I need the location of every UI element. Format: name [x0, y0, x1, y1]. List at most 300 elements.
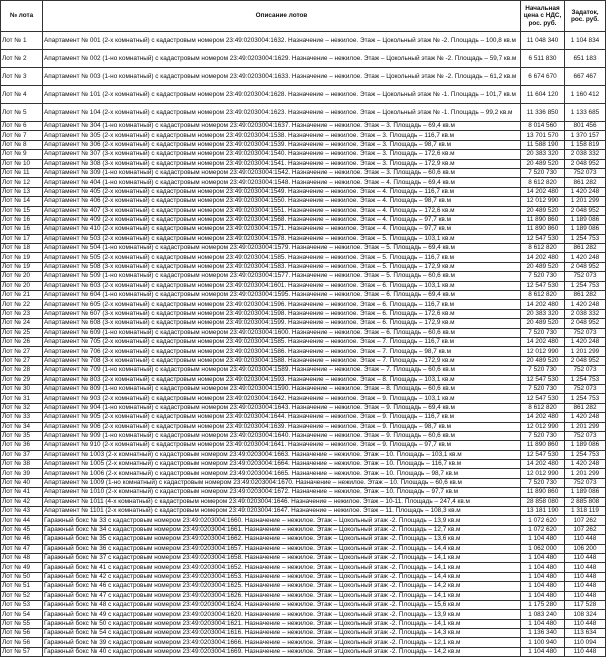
- price-cell: 1 083 240: [521, 610, 565, 619]
- description-cell: Апартамент № 504 (1-но комнатный) с кадастровым номером 23:49:0203004:1579. Назначение – нежилое. Этаж – 5. Площадь – 69,4 кв.м: [43, 244, 521, 253]
- price-cell: 14 202 480: [521, 300, 565, 309]
- table-row: [1, 413, 606, 422]
- header-lot-number: № лота: [1, 1, 43, 32]
- price-cell: 12 012 990: [521, 197, 565, 206]
- table-row: [1, 384, 606, 393]
- description-cell: Апартамент № 708 (3-х комнатный) с кадастровым номером 23:49:0203004:1588. Назначение – нежилое. Этаж – 7. Площадь – 172,9 кв.м: [43, 356, 521, 365]
- description-cell: Апартамент № 503 (2-х комнатный) с кадастровым номером 23:49:0203004:1578. Назначение – нежилое. Этаж – 5. Площадь – 103,1 кв.м: [43, 234, 521, 243]
- description-cell: Апартамент № 003 (1-но комнатный) с кадастровым номером 23:49:0203004:1633. Назначение – нежилое. Этаж – Цокольный этаж № -2. Площадь – 61,2 кв.м: [43, 68, 521, 86]
- deposit-cell: 861 282: [565, 291, 606, 300]
- deposit-cell: 861 282: [565, 403, 606, 412]
- description-cell: Апартамент № 307 (3-х комнатный) с кадастровым номером 23:49:0203004:1540. Назначение – нежилое. Этаж – 3. Площадь – 172,6 кв.м: [43, 150, 521, 159]
- deposit-cell: 1 254 753: [565, 450, 606, 459]
- table-row: [1, 422, 606, 431]
- lot-cell: Лот № 27: [1, 356, 43, 365]
- description-cell: Апартамент № 910 (2-х комнатный) с кадастровым номером 23:49:0203004:1641. Назначение – нежилое. Этаж – 9. Площадь – 97,7 кв.м: [43, 441, 521, 450]
- price-cell: 28 858 080: [521, 497, 565, 506]
- price-cell: 1 104 480: [521, 553, 565, 562]
- deposit-cell: 110 448: [565, 582, 606, 591]
- deposit-cell: 2 048 952: [565, 319, 606, 328]
- deposit-cell: 1 420 248: [565, 413, 606, 422]
- description-cell: Апартамент № 308 (3-х комнатный) с кадастровым номером 23:49:0203004:1541. Назначение – нежилое. Этаж – 3. Площадь – 172,9 кв.м: [43, 159, 521, 168]
- deposit-cell: 1 104 834: [565, 32, 606, 50]
- price-cell: 8 612 820: [521, 291, 565, 300]
- table-row: [1, 328, 606, 337]
- deposit-cell: 1 133 685: [565, 104, 606, 122]
- lot-cell: Лот № 57: [1, 647, 43, 656]
- table-row: [1, 647, 606, 656]
- table-row: [1, 50, 606, 68]
- description-cell: Апартамент № 1010 (2-х комнатный) с кадастровым номером 23:49:0203004:1672. Назначение – нежилое. Этаж – 10. Площадь – 97,7 кв.м: [43, 488, 521, 497]
- deposit-cell: 651 183: [565, 50, 606, 68]
- table-row: [1, 140, 606, 149]
- deposit-cell: 1 201 299: [565, 197, 606, 206]
- description-cell: Гаражный бокс № 37 с кадастровым номером 23:49:0203004:1658. Назначение – нежилое. Этаж – Цокольный этаж -2. Площадь – 14,1 кв.м: [43, 553, 521, 562]
- description-cell: Апартамент № 505 (2-х комнатный) с кадастровым номером 23:49:0203004:1585. Назначение – нежилое. Этаж – 5. Площадь – 116,7 кв.м: [43, 253, 521, 262]
- deposit-cell: 110 448: [565, 572, 606, 581]
- price-cell: 13 181 190: [521, 507, 565, 516]
- deposit-cell: 106 200: [565, 544, 606, 553]
- description-cell: Апартамент № 1005 (2-х комнатный) с кадастровым номером 23:49:0203004:1664. Назначение – нежилое. Этаж – 10. Площадь – 116,7 кв.м: [43, 460, 521, 469]
- table-row: [1, 431, 606, 440]
- price-cell: 14 202 480: [521, 253, 565, 262]
- deposit-cell: 1 420 248: [565, 300, 606, 309]
- table-row: [1, 366, 606, 375]
- price-cell: 11 048 340: [521, 32, 565, 50]
- deposit-cell: 110 448: [565, 553, 606, 562]
- lot-cell: Лот № 47: [1, 544, 43, 553]
- description-cell: Апартамент № 903 (2-х комнатный) с кадастровым номером 23:49:0203004:1642. Назначение – нежилое. Этаж – 9. Площадь – 103,1 кв.м: [43, 394, 521, 403]
- deposit-cell: 2 048 952: [565, 356, 606, 365]
- deposit-cell: 1 160 412: [565, 86, 606, 104]
- table-row: [1, 319, 606, 328]
- header-description: Описание лотов: [43, 1, 521, 32]
- description-cell: Апартамент № 001 (2-х комнатный) с кадастровым номером 23:49:0203004:1632. Назначение – нежилое. Этаж – Цокольный этаж № -2. Площадь – 100,8 кв.м: [43, 32, 521, 50]
- lot-cell: Лот № 44: [1, 516, 43, 525]
- deposit-cell: 1 189 086: [565, 225, 606, 234]
- price-cell: 20 489 520: [521, 262, 565, 271]
- table-row: [1, 281, 606, 290]
- deposit-cell: 1 420 248: [565, 337, 606, 346]
- price-cell: 12 547 530: [521, 375, 565, 384]
- deposit-cell: 1 370 157: [565, 131, 606, 140]
- deposit-cell: 110 448: [565, 647, 606, 656]
- description-cell: Апартамент № 909 (1-но комнатный) с кадастровым номером 23:49:0203004:1640. Назначение – нежилое. Этаж – 9. Площадь – 60,6 кв.м: [43, 431, 521, 440]
- deposit-cell: 110 448: [565, 535, 606, 544]
- description-cell: Гаражный бокс № 48 с кадастровым номером 23:49:0203004:1624. Назначение – нежилое. Этаж – Цокольный этаж -2. Площадь – 15,6 кв.м: [43, 600, 521, 609]
- lot-cell: Лот № 16: [1, 215, 43, 224]
- deposit-cell: 2 048 952: [565, 159, 606, 168]
- description-cell: Апартамент № 1003 (2-х комнатный) с кадастровым номером 23:49:0203004:1663. Назначение – нежилое. Этаж – 10. Площадь – 103,1 кв.м: [43, 450, 521, 459]
- price-cell: 8 612 820: [521, 403, 565, 412]
- lot-cell: Лот № 1: [1, 32, 43, 50]
- lot-cell: Лот № 21: [1, 291, 43, 300]
- deposit-cell: 1 201 299: [565, 422, 606, 431]
- deposit-cell: 108 324: [565, 610, 606, 619]
- description-cell: Апартамент № 803 (2-х комнатный) с кадастровым номером 23:49:0203004:1593. Назначение – нежилое. Этаж – 8. Площадь – 103,1 кв.м: [43, 375, 521, 384]
- table-row: [1, 535, 606, 544]
- deposit-cell: 1 201 299: [565, 469, 606, 478]
- lot-cell: Лот № 3: [1, 68, 43, 86]
- table-header-row: [1, 1, 606, 32]
- description-cell: Апартамент № 607 (3-х комнатный) с кадастровым номером 23:49:0203004:1598. Назначение – нежилое. Этаж – 6. Площадь – 172,6 кв.м: [43, 309, 521, 318]
- description-cell: Гаражный бокс № 36 с кадастровым номером 23:49:0203004:1657. Назначение – нежилое. Этаж – Цокольный этаж -2. Площадь – 14,4 кв.м: [43, 544, 521, 553]
- price-cell: 11 890 860: [521, 225, 565, 234]
- table-row: [1, 159, 606, 168]
- description-cell: Апартамент № 002 (1-но комнатный) с кадастровым номером 23:49:0203004:1629. Назначение – нежилое. Этаж – Цокольный этаж № -2. Площадь – 59,7 кв.м: [43, 50, 521, 68]
- price-cell: 12 012 990: [521, 469, 565, 478]
- table-row: [1, 347, 606, 356]
- lot-cell: Лот № 23: [1, 309, 43, 318]
- table-row: [1, 629, 606, 638]
- price-cell: 6 674 670: [521, 68, 565, 86]
- lot-cell: Лот № 52: [1, 591, 43, 600]
- description-cell: Гаражный бокс № 46 с кадастровым номером 23:49:0203004:1625. Назначение – нежилое. Этаж – Цокольный этаж -2. Площадь – 14,2 кв.м: [43, 582, 521, 591]
- lot-cell: Лот № 17: [1, 234, 43, 243]
- lot-cell: Лот № 7: [1, 131, 43, 140]
- table-row: [1, 591, 606, 600]
- price-cell: 11 604 120: [521, 86, 565, 104]
- price-cell: 1 136 340: [521, 629, 565, 638]
- description-cell: Апартамент № 905 (2-х комнатный) с кадастровым номером 23:49:0203004:1644. Назначение – нежилое. Этаж – 9. Площадь – 116,7 кв.м: [43, 413, 521, 422]
- table-row: [1, 441, 606, 450]
- lot-cell: Лот № 39: [1, 469, 43, 478]
- table-row: [1, 32, 606, 50]
- deposit-cell: 752 073: [565, 328, 606, 337]
- lot-cell: Лот № 37: [1, 450, 43, 459]
- price-cell: 20 489 520: [521, 356, 565, 365]
- price-cell: 20 489 520: [521, 159, 565, 168]
- lot-cell: Лот № 48: [1, 553, 43, 562]
- table-row: [1, 356, 606, 365]
- deposit-cell: 801 456: [565, 122, 606, 131]
- table-row: [1, 309, 606, 318]
- lot-cell: Лот № 54: [1, 610, 43, 619]
- lot-cell: Лот № 11: [1, 168, 43, 177]
- lot-cell: Лот № 45: [1, 525, 43, 534]
- deposit-cell: 1 254 753: [565, 375, 606, 384]
- lot-cell: Лот № 53: [1, 600, 43, 609]
- lot-cell: Лот № 4: [1, 86, 43, 104]
- deposit-cell: 113 634: [565, 629, 606, 638]
- description-cell: Апартамент № 407 (3-х комнатный) с кадастровым номером 23:49:0203004:1551. Назначение – нежилое. Этаж – 4. Площадь – 172,6 кв.м: [43, 206, 521, 215]
- lot-cell: Лот № 42: [1, 497, 43, 506]
- lot-cell: Лот № 13: [1, 187, 43, 196]
- lot-cell: Лот № 51: [1, 582, 43, 591]
- price-cell: 7 520 730: [521, 328, 565, 337]
- lot-cell: Лот № 2: [1, 50, 43, 68]
- lot-cell: Лот № 18: [1, 244, 43, 253]
- price-cell: 11 890 860: [521, 215, 565, 224]
- description-cell: Гаражный бокс № 39 с кадастровым номером 23:49:0203004:1666. Назначение – нежилое. Этаж – Цокольный этаж -2. Площадь – 12,1 кв.м: [43, 638, 521, 647]
- lot-cell: Лот № 20: [1, 281, 43, 290]
- description-cell: Апартамент № 609 (1-но комнатный) с кадастровым номером 23:49:0203004:1600. Назначение – нежилое. Этаж – 6. Площадь – 60,6 кв.м: [43, 328, 521, 337]
- table-row: [1, 516, 606, 525]
- price-cell: 1 104 480: [521, 591, 565, 600]
- price-cell: 7 520 730: [521, 366, 565, 375]
- lot-cell: Лот № 38: [1, 460, 43, 469]
- description-cell: Апартамент № 309 (1-но комнатный) с кадастровым номером 23:49:0203004:1542. Назначение – нежилое. Этаж – 3. Площадь – 60,6 кв.м: [43, 168, 521, 177]
- description-cell: Апартамент № 405 (2-х комнатный) с кадастровым номером 23:49:0203004:1549. Назначение – нежилое. Этаж – 4. Площадь – 116,7 кв.м: [43, 187, 521, 196]
- description-cell: Гаражный бокс № 41 с кадастровым номером 23:49:0203004:1652. Назначение – нежилое. Этаж – Цокольный этаж -2. Площадь – 14,1 кв.м: [43, 563, 521, 572]
- lot-cell: Лот № 24: [1, 319, 43, 328]
- description-cell: Гаражный бокс № 54 с кадастровым номером 23:49:0203004:1616. Назначение – нежилое. Этаж – Цокольный этаж -2. Площадь – 14,3 кв.м: [43, 629, 521, 638]
- description-cell: Апартамент № 1011 (4-х комнатный) с кадастровым номером 23:49:0203004:1646. Назначение – нежилое. Этаж – 10-11. Площадь – 247,4 кв.м: [43, 497, 521, 506]
- table-row: [1, 375, 606, 384]
- price-cell: 1 104 480: [521, 619, 565, 628]
- description-cell: Апартамент № 608 (3-х комнатный) с кадастровым номером 23:49:0203004:1599. Назначение – нежилое. Этаж – 6. Площадь – 172,9 кв.м: [43, 319, 521, 328]
- lot-cell: Лот № 27: [1, 347, 43, 356]
- table-row: [1, 68, 606, 86]
- table-row: [1, 234, 606, 243]
- deposit-cell: 2 038 332: [565, 150, 606, 159]
- description-cell: Апартамент № 104 (2-х комнатный) с кадастровым номером 23:49:0203004:1623. Назначение – нежилое. Этаж – Цокольный этаж № -1. Площадь – 99,2 кв.м: [43, 104, 521, 122]
- description-cell: Апартамент № 604 (1-но комнатный) с кадастровым номером 23:49:0203004:1595. Назначение – нежилое. Этаж – 6. Площадь – 69,4 кв.м: [43, 291, 521, 300]
- lot-cell: Лот № 25: [1, 328, 43, 337]
- deposit-cell: 1 420 248: [565, 187, 606, 196]
- description-cell: Гаражный бокс № 49 с кадастровым номером 23:49:0203004:1620. Назначение – нежилое. Этаж – Цокольный этаж -2. Площадь – 13,9 кв.м: [43, 610, 521, 619]
- price-cell: 1 104 480: [521, 582, 565, 591]
- deposit-cell: 1 189 086: [565, 441, 606, 450]
- table-row: [1, 525, 606, 534]
- deposit-cell: 752 073: [565, 478, 606, 487]
- description-cell: Апартамент № 705 (2-х комнатный) с кадастровым номером 23:49:0203004:1585. Назначение – нежилое. Этаж – 7. Площадь – 116,7 кв.м: [43, 337, 521, 346]
- deposit-cell: 110 448: [565, 619, 606, 628]
- table-row: [1, 122, 606, 131]
- lot-cell: Лот № 20: [1, 272, 43, 281]
- header-deposit: Задаток, рос. руб.: [565, 1, 606, 32]
- deposit-cell: 1 420 248: [565, 460, 606, 469]
- table-row: [1, 225, 606, 234]
- description-cell: Апартамент № 508 (3-х комнатный) с кадастровым номером 23:49:0203004:1583. Назначение – нежилое. Этаж – 5. Площадь – 172,9 кв.м: [43, 262, 521, 271]
- lot-cell: Лот № 29: [1, 375, 43, 384]
- price-cell: 1 104 480: [521, 572, 565, 581]
- price-cell: 1 072 620: [521, 516, 565, 525]
- lot-cell: Лот № 19: [1, 253, 43, 262]
- price-cell: 13 701 570: [521, 131, 565, 140]
- table-row: [1, 178, 606, 187]
- description-cell: Гаражный бокс № 33 с кадастровым номером 23:49:0203004:1660. Назначение – нежилое. Этаж – Цокольный этаж -2. Площадь – 13,9 кв.м: [43, 516, 521, 525]
- table-row: [1, 131, 606, 140]
- deposit-cell: 1 254 753: [565, 234, 606, 243]
- table-row: [1, 337, 606, 346]
- table-row: [1, 291, 606, 300]
- price-cell: 12 012 990: [521, 422, 565, 431]
- price-cell: 8 612 820: [521, 244, 565, 253]
- table-row: [1, 86, 606, 104]
- description-cell: Апартамент № 706 (2-х комнатный) с кадастровым номером 23:49:0203004:1586. Назначение – нежилое. Этаж – 7. Площадь – 98,7 кв.м: [43, 347, 521, 356]
- price-cell: 11 336 850: [521, 104, 565, 122]
- deposit-cell: 1 318 119: [565, 507, 606, 516]
- deposit-cell: 107 262: [565, 525, 606, 534]
- table-row: [1, 150, 606, 159]
- description-cell: Апартамент № 809 (1-но комнатный) с кадастровым номером 23:49:0203004:1590. Назначение – нежилое. Этаж – 8. Площадь – 60,6 кв.м: [43, 384, 521, 393]
- table-row: [1, 197, 606, 206]
- lot-cell: Лот № 56: [1, 638, 43, 647]
- deposit-cell: 2 038 332: [565, 309, 606, 318]
- lot-cell: Лот № 41: [1, 488, 43, 497]
- deposit-cell: 1 254 753: [565, 394, 606, 403]
- lot-cell: Лот № 14: [1, 197, 43, 206]
- deposit-cell: 1 158 819: [565, 140, 606, 149]
- deposit-cell: 1 189 086: [565, 215, 606, 224]
- deposit-cell: 861 282: [565, 244, 606, 253]
- price-cell: 11 588 190: [521, 140, 565, 149]
- price-cell: 8 014 560: [521, 122, 565, 131]
- price-cell: 1 104 480: [521, 535, 565, 544]
- price-cell: 12 547 530: [521, 281, 565, 290]
- deposit-cell: 1 420 248: [565, 253, 606, 262]
- table-row: [1, 469, 606, 478]
- lot-cell: Лот № 30: [1, 384, 43, 393]
- description-cell: Апартамент № 305 (2-х комнатный) с кадастровым номером 23:49:0203004:1538. Назначение – нежилое. Этаж – 3. Площадь – 116,7 кв.м: [43, 131, 521, 140]
- price-cell: 12 547 530: [521, 450, 565, 459]
- table-row: [1, 244, 606, 253]
- lot-cell: Лот № 34: [1, 422, 43, 431]
- price-cell: 14 202 480: [521, 413, 565, 422]
- price-cell: 14 202 480: [521, 337, 565, 346]
- price-cell: 20 489 520: [521, 319, 565, 328]
- table-row: [1, 187, 606, 196]
- lot-cell: Лот № 55: [1, 619, 43, 628]
- lot-cell: Лот № 28: [1, 366, 43, 375]
- price-cell: 20 383 320: [521, 150, 565, 159]
- description-cell: Апартамент № 101 (2-х комнатный) с кадастровым номером 23:49:0203004:1628. Назначение – нежилое. Этаж – Цокольный этаж № -1. Площадь – 101,7 кв.м: [43, 86, 521, 104]
- lot-cell: Лот № 36: [1, 441, 43, 450]
- table-row: [1, 262, 606, 271]
- table-row: [1, 582, 606, 591]
- description-cell: Гаражный бокс № 35 с кадастровым номером 23:49:0203004:1662. Назначение – нежилое. Этаж – Цокольный этаж -2. Площадь – 13,6 кв.м: [43, 535, 521, 544]
- description-cell: Апартамент № 404 (1-но комнатный) с кадастровым номером 23:49:0203004:1548. Назначение – нежилое. Этаж – 4. Площадь – 69,4 кв.м: [43, 178, 521, 187]
- description-cell: Гаражный бокс № 50 с кадастровым номером 23:49:0203004:1621. Назначение – нежилое. Этаж – Цокольный этаж -2. Площадь – 14,1 кв.м: [43, 619, 521, 628]
- lot-cell: Лот № 26: [1, 337, 43, 346]
- table-row: [1, 478, 606, 487]
- description-cell: Апартамент № 904 (1-но комнатный) с кадастровым номером 23:49:0203004:1643. Назначение – нежилое. Этаж – 9. Площадь – 69,4 кв.м: [43, 403, 521, 412]
- deposit-cell: 752 073: [565, 384, 606, 393]
- lot-cell: Лот № 6: [1, 122, 43, 131]
- price-cell: 11 890 860: [521, 488, 565, 497]
- lot-cell: Лот № 46: [1, 535, 43, 544]
- price-cell: 12 012 990: [521, 347, 565, 356]
- table-row: [1, 610, 606, 619]
- description-cell: Апартамент № 406 (2-х комнатный) с кадастровым номером 23:49:0203004:1550. Назначение – нежилое. Этаж – 4. Площадь – 98,7 кв.м: [43, 197, 521, 206]
- lot-cell: Лот № 35: [1, 431, 43, 440]
- price-cell: 1 104 480: [521, 563, 565, 572]
- price-cell: 7 520 730: [521, 478, 565, 487]
- lot-cell: Лот № 12: [1, 178, 43, 187]
- deposit-cell: 1 201 299: [565, 347, 606, 356]
- price-cell: 6 511 830: [521, 50, 565, 68]
- lot-cell: Лот № 40: [1, 478, 43, 487]
- table-row: [1, 497, 606, 506]
- lot-cell: Лот № 56: [1, 629, 43, 638]
- price-cell: 8 612 820: [521, 178, 565, 187]
- table-row: [1, 619, 606, 628]
- deposit-cell: 1 254 753: [565, 281, 606, 290]
- deposit-cell: 2 048 952: [565, 206, 606, 215]
- table-row: [1, 403, 606, 412]
- description-cell: Апартамент № 1009 (1-но комнатный) с кадастровым номером 23:49:0203004:1670. Назначение – нежилое. Этаж – 10. Площадь – 60,6 кв.м: [43, 478, 521, 487]
- price-cell: 7 520 730: [521, 431, 565, 440]
- price-cell: 7 520 730: [521, 272, 565, 281]
- table-row: [1, 215, 606, 224]
- price-cell: 12 547 530: [521, 394, 565, 403]
- table-row: [1, 168, 606, 177]
- table-row: [1, 544, 606, 553]
- price-cell: 14 202 480: [521, 187, 565, 196]
- deposit-cell: 752 073: [565, 168, 606, 177]
- description-cell: Апартамент № 509 (1-но комнатный) с кадастровым номером 23:49:0203004:1577. Назначение – нежилое. Этаж – 5. Площадь – 60,6 кв.м: [43, 272, 521, 281]
- deposit-cell: 861 282: [565, 178, 606, 187]
- lot-cell: Лот № 8: [1, 140, 43, 149]
- price-cell: 11 890 860: [521, 441, 565, 450]
- price-cell: 1 100 940: [521, 638, 565, 647]
- table-row: [1, 450, 606, 459]
- price-cell: 1 062 000: [521, 544, 565, 553]
- table-row: [1, 553, 606, 562]
- description-cell: Апартамент № 605 (2-х комнатный) с кадастровым номером 23:49:0203004:1596. Назначение – нежилое. Этаж – 6. Площадь – 116,7 кв.м: [43, 300, 521, 309]
- price-cell: 12 547 530: [521, 234, 565, 243]
- description-cell: Апартамент № 603 (2-х комнатный) с кадастровым номером 23:49:0203004:1601. Назначение – нежилое. Этаж – 6. Площадь – 103,1 кв.м: [43, 281, 521, 290]
- description-cell: Апартамент № 1101 (2-х комнатный) с кадастровым номером 23:49:0203004:1647. Назначение – нежилое. Этаж – 11. Площадь – 108,3 кв.м: [43, 507, 521, 516]
- description-cell: Апартамент № 306 (2-х комнатный) с кадастровым номером 23:49:0203004:1539. Назначение – нежилое. Этаж – 3. Площадь – 98,7 кв.м: [43, 140, 521, 149]
- table-row: [1, 563, 606, 572]
- deposit-cell: 752 073: [565, 272, 606, 281]
- description-cell: Апартамент № 409 (2-х комнатный) с кадастровым номером 23:49:0203004:1568. Назначение – нежилое. Этаж – 4. Площадь – 97,7 кв.м: [43, 215, 521, 224]
- table-row: [1, 638, 606, 647]
- lot-cell: Лот № 31: [1, 394, 43, 403]
- description-cell: Гаражный бокс № 47 с кадастровым номером 23:49:0203004:1626. Назначение – нежилое. Этаж – Цокольный этаж -2. Площадь – 14,1 кв.м: [43, 591, 521, 600]
- description-cell: Апартамент № 410 (2-х комнатный) с кадастровым номером 23:49:0203004:1571. Назначение – нежилое. Этаж – 4. Площадь – 97,7 кв.м: [43, 225, 521, 234]
- table-row: [1, 460, 606, 469]
- lot-cell: Лот № 22: [1, 300, 43, 309]
- lot-cell: Лот № 10: [1, 159, 43, 168]
- table-row: [1, 488, 606, 497]
- description-cell: Гаражный бокс № 40 с кадастровым номером 23:49:0203004:1669. Назначение – нежилое. Этаж – Цокольный этаж -2. Площадь – 14,2 кв.м: [43, 647, 521, 656]
- description-cell: Апартамент № 304 (1-но комнатный) с кадастровым номером 23:49:0203004:1637. Назначение – нежилое. Этаж – 3. Площадь – 69,4 кв.м: [43, 122, 521, 131]
- deposit-cell: 2 885 808: [565, 497, 606, 506]
- deposit-cell: 117 528: [565, 600, 606, 609]
- price-cell: 14 202 480: [521, 460, 565, 469]
- deposit-cell: 110 448: [565, 591, 606, 600]
- header-start-price: Начальная цена с НДС, рос. руб.: [521, 1, 565, 32]
- deposit-cell: 752 073: [565, 366, 606, 375]
- table-row: [1, 104, 606, 122]
- description-cell: Гаражный бокс № 34 с кадастровым номером 23:49:0203004:1661. Назначение – нежилое. Этаж – Цокольный этаж -2. Площадь – 12,7 кв.м: [43, 525, 521, 534]
- lot-cell: Лот № 9: [1, 150, 43, 159]
- deposit-cell: 1 189 086: [565, 488, 606, 497]
- description-cell: Апартамент № 709 (1-но комнатный) с кадастровым номером 23:49:0203004:1589. Назначение – нежилое. Этаж – 7. Площадь – 60,6 кв.м: [43, 366, 521, 375]
- lot-cell: Лот № 43: [1, 507, 43, 516]
- deposit-cell: 2 048 952: [565, 262, 606, 271]
- lot-cell: Лот № 16: [1, 225, 43, 234]
- price-cell: 1 104 480: [521, 647, 565, 656]
- lot-cell: Лот № 33: [1, 413, 43, 422]
- table-row: [1, 272, 606, 281]
- price-cell: 1 072 620: [521, 525, 565, 534]
- lot-cell: Лот № 32: [1, 403, 43, 412]
- price-cell: 1 175 280: [521, 600, 565, 609]
- price-cell: 20 489 520: [521, 206, 565, 215]
- price-cell: 7 520 730: [521, 384, 565, 393]
- table-row: [1, 600, 606, 609]
- lot-cell: Лот № 19: [1, 262, 43, 271]
- table-row: [1, 206, 606, 215]
- table-row: [1, 253, 606, 262]
- deposit-cell: 110 448: [565, 563, 606, 572]
- lot-cell: Лот № 5: [1, 104, 43, 122]
- table-row: [1, 572, 606, 581]
